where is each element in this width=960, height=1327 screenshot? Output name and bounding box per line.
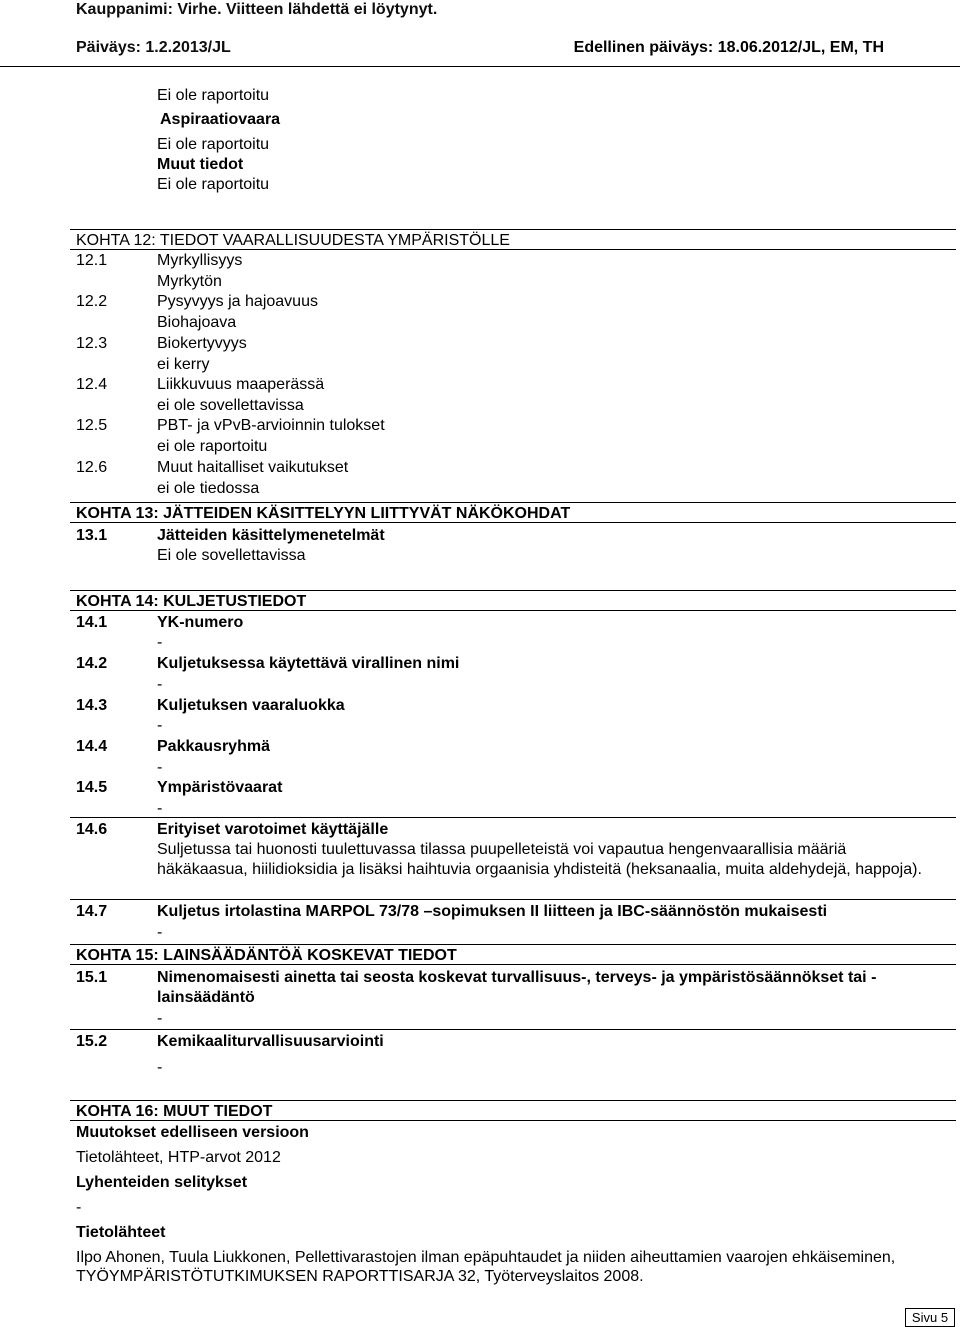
sources-value: Ilpo Ahonen, Tuula Liukkonen, Pellettivarastojen ilman epäpuhtaudet ja niiden aiheuttamien vaarojen ehkäiseminen, TYÖYMPÄRISTÖTUTKIMUKSEN RAPORTTISARJA 32, Työterveyslaitos 2008. — [76, 1249, 896, 1285]
header-rule — [0, 66, 960, 67]
section-14-title: KOHTA 14: KULJETUSTIEDOT — [70, 590, 956, 611]
section-12-title: KOHTA 12: TIEDOT VAARALLISUUDESTA YMPÄRISTÖLLE — [70, 229, 956, 250]
abbreviations-value: - — [76, 1199, 82, 1216]
item-value: - — [157, 800, 163, 817]
pre-line-3: Ei ole raportoitu — [157, 136, 270, 153]
item-paragraph: Suljetussa tai huonosti tuulettuvassa tilassa puupelleteistä voi vapautua hengenvaarallisia määriä häkäkaasua, hiilidioksidia ja lisäksi haihtuvia orgaanisia yhdisteitä (heksanaalia, muita aldehydejä, happoja). — [157, 841, 922, 878]
item-number: 12.4 — [76, 376, 108, 393]
item-number: 15.2 — [76, 1033, 108, 1050]
item-title: Kuljetus irtolastina MARPOL 73/78 –sopimuksen II liitteen ja IBC-säännöstön mukaisesti — [157, 903, 828, 920]
item-title: Kuljetuksen vaaraluokka — [157, 697, 345, 714]
item-title: Pakkausryhmä — [157, 738, 270, 755]
trade-name: Kauppanimi: Virhe. Viitteen lähdettä ei löytynyt. — [76, 1, 438, 18]
section-16-title: KOHTA 16: MUUT TIEDOT — [70, 1100, 956, 1121]
item-number: 14.4 — [76, 738, 108, 755]
item-value: Biohajoava — [157, 314, 237, 331]
item-value: - — [157, 759, 163, 776]
item-title: Kemikaaliturvallisuusarviointi — [157, 1033, 384, 1050]
item-value: - — [157, 1059, 163, 1076]
item-title: Jätteiden käsittelymenetelmät — [157, 527, 385, 544]
item-title: Erityiset varotoimet käyttäjälle — [157, 821, 389, 838]
item-value: ei ole raportoitu — [157, 438, 268, 455]
item-value: - — [157, 676, 163, 693]
item-number: 12.2 — [76, 293, 108, 310]
item-value: Myrkytön — [157, 273, 222, 290]
pre-line-4: Muut tiedot — [157, 156, 244, 173]
item-number: 12.3 — [76, 335, 108, 352]
changes-value: Tietolähteet, HTP-arvot 2012 — [76, 1149, 281, 1166]
previous-date: Edellinen päiväys: 18.06.2012/JL, EM, TH — [573, 39, 884, 56]
abbreviations-label: Lyhenteiden selitykset — [76, 1174, 248, 1191]
item-rule — [70, 817, 956, 818]
pre-line-1: Ei ole raportoitu — [157, 87, 270, 104]
item-title: YK-numero — [157, 614, 244, 631]
item-title: Ympäristövaarat — [157, 779, 283, 796]
item-rule — [70, 1029, 956, 1030]
item-title: Muut haitalliset vaikutukset — [157, 459, 349, 476]
item-number: 15.1 — [76, 969, 108, 986]
item-title: Myrkyllisyys — [157, 252, 243, 269]
item-title: Pysyvyys ja hajoavuus — [157, 293, 318, 310]
item-value: ei kerry — [157, 356, 210, 373]
item-value: - — [157, 1010, 163, 1027]
item-number: 12.1 — [76, 252, 108, 269]
item-number: 14.3 — [76, 697, 108, 714]
item-value: Ei ole sovellettavissa — [157, 547, 306, 564]
item-number: 14.2 — [76, 655, 108, 672]
item-value: - — [157, 634, 163, 651]
sources-label: Tietolähteet — [76, 1224, 166, 1241]
item-value: ei ole tiedossa — [157, 480, 260, 497]
item-title: Nimenomaisesti ainetta tai seosta koskevat turvallisuus-, terveys- ja ympäristösäännökset tai - lainsäädäntö — [157, 969, 877, 1006]
date: Päiväys: 1.2.2013/JL — [76, 39, 231, 56]
item-number: 14.6 — [76, 821, 108, 838]
item-title: PBT- ja vPvB-arvioinnin tulokset — [157, 417, 385, 434]
item-rule — [70, 899, 956, 900]
section-13-title: KOHTA 13: JÄTTEIDEN KÄSITTELYYN LIITTYVÄT NÄKÖKOHDAT — [70, 502, 956, 523]
item-title: Liikkuvuus maaperässä — [157, 376, 325, 393]
page-number: Sivu 5 — [905, 1308, 955, 1327]
item-number: 12.6 — [76, 459, 108, 476]
item-number: 14.7 — [76, 903, 108, 920]
section-15-title: KOHTA 15: LAINSÄÄDÄNTÖÄ KOSKEVAT TIEDOT — [70, 944, 956, 965]
item-title: Biokertyvyys — [157, 335, 247, 352]
item-value: - — [157, 924, 163, 941]
changes-label: Muutokset edelliseen versioon — [76, 1124, 309, 1141]
item-value: ei ole sovellettavissa — [157, 397, 304, 414]
pre-line-2: Aspiraatiovaara — [160, 111, 281, 128]
item-title: Kuljetuksessa käytettävä virallinen nimi — [157, 655, 460, 672]
item-number: 13.1 — [76, 527, 108, 544]
item-number: 14.1 — [76, 614, 108, 631]
item-value: - — [157, 717, 163, 734]
item-number: 14.5 — [76, 779, 108, 796]
pre-line-5: Ei ole raportoitu — [157, 176, 270, 193]
item-number: 12.5 — [76, 417, 108, 434]
